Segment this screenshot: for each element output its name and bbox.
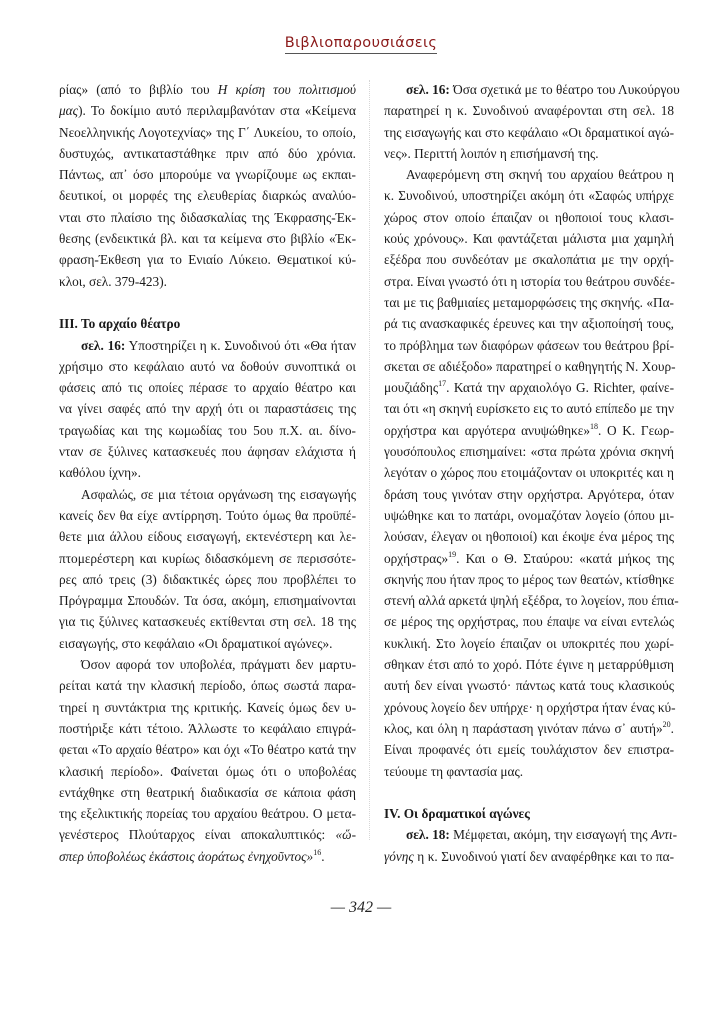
text-line: πτομερέστερη και κυρίως διδασκόμενη σε περισσότε- <box>59 550 356 566</box>
text-line: γόνης η κ. Συνοδινού γιατί δεν αναφέρθηκε και το πα- <box>384 848 674 864</box>
text-line: της εισαγωγής και στο κεφάλαιο «Οι δραματικοί αγώ- <box>384 124 674 140</box>
paragraph-continuation <box>59 79 356 292</box>
text-line: εντάχθηκε στη θεατρική διαδικασία σε κάποια φάση <box>59 784 356 800</box>
text-line: σθηκαν έτσι από το χορό. Πότε έγινε η μεταρρύθμιση <box>384 657 674 673</box>
ancient-quote: σπερ ὑποβολέως ἑκάστοις ἀοράτως ἐνηχοῦντος» <box>59 848 314 864</box>
ancient-quote: «ὥ- <box>335 827 356 843</box>
footnote-marker: 17 <box>438 379 447 389</box>
text-line: ρίας» (από το βιβλίο του Η κρίση του πολιτισμού <box>59 82 356 97</box>
text-line: ρά τις ανασκαφικές έρευνες και την αξιοποίησή τους, <box>384 316 674 332</box>
text-line: δευτικοί, οι μορφές της ελευθερίας διαρκώς αναλύο- <box>59 188 356 204</box>
text-line: νται στο πλαίσιο της διδασκαλίας της Έκφρασης-Έκ- <box>59 209 356 225</box>
text-line: χρόνους λογείο δεν υπήρχε· η ορχήστρα ήταν ένας κύ- <box>384 699 676 715</box>
text-line: σκεται σε αδιέξοδο» παρατηρεί ο καθηγητής Ν. Χουρ- <box>384 358 676 374</box>
text-line: σελ. 18: Μέμφεται, ακόμη, την εισαγωγή της Αντι- <box>406 827 678 843</box>
paragraph <box>59 335 356 484</box>
text-line: της εξελικτικής πορείας του αρχαίου θεάτρου. Ο μετα- <box>59 806 356 822</box>
text-line: θεσης (ενδεικτικά βλ. και τα κείμενα στο βιβλίο «Έκ- <box>59 231 356 247</box>
text-line: ται ότι «η σκηνή ευρίσκετο εις το αυτό επίπεδο με την <box>384 401 674 417</box>
footnote-marker: 20 <box>662 719 671 729</box>
text-line: καθόλου ίχνη». <box>59 465 141 481</box>
text-line: σπερ ὑποβολέως ἑκάστοις ἀοράτως ἐνηχοῦντος»$^{16}$. <box>59 847 325 864</box>
text-line: Πρόγραμμα Σπουδών. Τα όσα, ακόμη, επισημαίνονται <box>59 593 356 609</box>
text-line: τραγωδίας και της κωμωδίας του 5ου π.Χ. αι. δίνο- <box>59 422 356 438</box>
text-line: κανείς δεν θα είχε αντίρρηση. Τούτο όμως θα προϋπέ- <box>59 507 356 523</box>
paragraph <box>384 824 678 867</box>
section-heading-ancient-theatre: ΙΙΙ. Το αρχαίο θέατρο <box>59 316 181 332</box>
text-line: κούς χρόνους». Και φαντάζεται μάλιστα μια χαμηλή <box>384 231 674 247</box>
footnote-marker: 18 <box>590 421 598 431</box>
text-line: ορχήστρας»$^{19}$. Και ο Θ. Σταύρου: «κατά μήκος της <box>384 549 674 566</box>
text-line: λεγόταν ο χώρος που ετοιμάζονταν οι υποκριτές και η <box>384 465 674 481</box>
text-line: κλασική περίοδο». Φαίνεται όμως ότι ο υποβολέας <box>59 763 356 779</box>
text-line: εξέδρα που συνδεόταν με σκαλοπάτια με την ορχή- <box>384 252 674 268</box>
text-line: τηρεί η συντάκτρια της κριτικής. Κανείς όμως δεν υ- <box>59 699 356 715</box>
text-line: ορχήστρα και αργότερα ανυψώθηκε»$^{18}$. Ο Κ. Γεωρ- <box>384 421 674 438</box>
text-line: Νεοελληνικής Λογοτεχνίας» της Γ΄ Λυκείου, το οποίο, <box>59 124 356 140</box>
text-line: χρήσιμο στο κεφάλαιο αυτό να δοθούν συνοπτικά οι <box>59 358 356 374</box>
text-line: Όσον αφορά τον υποβολέα, πράγματι δεν μαρτυ- <box>81 657 356 673</box>
left-column <box>59 79 356 867</box>
text-line: στρα. Είναι γνωστό ότι η ιστορία του θεάτρου συνδέε- <box>384 273 675 289</box>
text-line: φραση-Έκθεση για το Ενιαίο Λύκειο. Θεματικοί κύ- <box>59 252 356 268</box>
footnote-marker: 19 <box>448 549 457 559</box>
section-title: Βιβλιοπαρουσιάσεις <box>285 34 438 54</box>
text-line: τεύουμε τη φαντασία μας. <box>384 763 524 779</box>
section-heading-dramatic-contests: IV. Οι δραματικοί αγώνες <box>384 806 530 822</box>
text-line: κυκλική. Στο λογείο έπαιζαν οι υποκριτές που χωρί- <box>384 635 674 651</box>
text-line: στενή αλλά αρκετά ψηλή εξέδρα, το λογείον, που έπια- <box>384 593 679 609</box>
text-line: νες». Περιττή λοιπόν η επισήμανσή της. <box>384 145 599 161</box>
page-reference: σελ. 16: <box>81 337 126 353</box>
text-line: φάσεις από τις οποίες πέρασε το αρχαίο θέατρο και <box>59 380 356 396</box>
text-line: λούσαν, έλεγαν οι ηθοποιοί) και έκοψε ένα μέρος της <box>384 529 674 545</box>
text-line: κλος, και όλη η παράσταση γινόταν πάνω σ᾿ αυτή»$^{20}$. <box>384 719 674 736</box>
text-line: σελ. 16: Υποστηρίζει η κ. Συνοδινού ότι «Θα ήταν <box>81 337 356 353</box>
paragraph <box>59 484 356 654</box>
page-number: — 342 — <box>330 899 392 916</box>
text-line: γουσόπουλος επισημαίνει: «στα πρώτα χρόνια σκηνή <box>384 444 674 460</box>
text-line: μουζιάδης$^{17}$. Κατά την αρχαιολόγο G. Richter, φαίνε- <box>384 379 674 396</box>
text-line: υψώθηκε και το πατάρι, ονομαζόταν λογείο (όπου μι- <box>384 507 674 523</box>
text-line: ρείται κατά την κλασική περίοδο, όπως σωστά παρα- <box>59 678 356 694</box>
right-column <box>384 79 680 867</box>
text-line: Πάντως, απ᾿ όσο μπορούμε να γνωρίζουμε ως εκπαι- <box>59 167 356 183</box>
text-line: θετε μια άλλου είδους εισαγωγή, εκτενέστερη και λε- <box>59 529 356 545</box>
footnote-marker: 16 <box>313 847 322 857</box>
running-header <box>0 34 722 54</box>
text-line: Είναι προφανές ότι εμείς τουλάχιστον δεν επιστρα- <box>384 742 674 758</box>
column-divider <box>369 80 370 840</box>
text-line: δράση τους γινόταν στην ορχήστρα. Αργότερα, όταν <box>384 486 674 502</box>
text-line: σε μέρος της ορχήστρας, που έπαψε να είναι εντελώς <box>384 614 674 630</box>
text-line: παρατηρεί η κ. Συνοδινού αναφέρονται στη σελ. 18 <box>384 103 674 119</box>
text-line: κλοι, σελ. 379-423). <box>59 273 167 289</box>
text-line: γενέστερος Πλούταρχος είναι αποκαλυπτικός: «ὥ- <box>59 827 356 843</box>
text-line: αυτή δεν είναι γνωστό· πάντως κατά τους κλασικούς <box>384 678 674 694</box>
text-line: κ. Συνοδινού, υποστηρίζει ακόμη ότι «Σαφώς υπήρχε <box>384 188 674 204</box>
text-line: χώρος στον οποίο έπαιζαν οι ηθοποιοί τους κλασι- <box>384 209 674 225</box>
text-line: να γίνει σαφές από την αρχή ότι οι παραστάσεις της <box>59 401 356 417</box>
paragraph <box>384 79 680 164</box>
page-reference: σελ. 18: <box>406 827 450 843</box>
text-line: φεται «Το αρχαίο θέατρο» και όχι «Το θέατρο κατά την <box>59 742 356 758</box>
paragraph <box>59 654 356 867</box>
text-line: σκηνής που ήταν προς το μέρος των θεατών, κτίσθηκε <box>384 571 675 587</box>
text-line: εισαγωγής, στο κεφάλαιο «Οι δραματικοί αγώνες». <box>59 635 333 651</box>
text-line: Αναφερόμενη στη σκηνή του αρχαίου θεάτρου η <box>406 167 674 183</box>
page-reference: σελ. 16: <box>406 82 450 97</box>
text-line: σελ. 16: Όσα σχετικά με το θέατρο του Λυκούργου <box>406 82 680 97</box>
text-line: δυστυχώς, αντικαταστάθηκε πριν από δύο χρόνια. <box>59 145 356 161</box>
text-line: το πρόβλημα των διαφόρων φάσεων του θεάτρου βρί- <box>384 337 674 353</box>
text-line: ται με τις βαθμιαίες μεταμορφώσεις της σκηνής. «Πα- <box>384 294 674 310</box>
text-line: ρες από τρεις (3) διδακτικές ώρες που προβλέπει το <box>59 571 356 587</box>
text-line: μας). Το δοκίμιο αυτό περιλαμβανόταν στα «Κείμενα <box>59 103 356 119</box>
text-line: Ασφαλώς, σε μια τέτοια οργάνωση της εισαγωγής <box>81 486 356 502</box>
paragraph <box>384 164 679 782</box>
text-line: νταν σε ξύλινες κατασκευές που άφησαν ελάχιστα ή <box>59 444 356 460</box>
text-line: για τις ξύλινες κατασκευές εκτίθενται στη σελ. 18 της <box>59 614 356 630</box>
text-line: ποστήριξε κάτι τέτοιο. Άλλωστε το κεφάλαιο επιγρά- <box>59 720 356 736</box>
